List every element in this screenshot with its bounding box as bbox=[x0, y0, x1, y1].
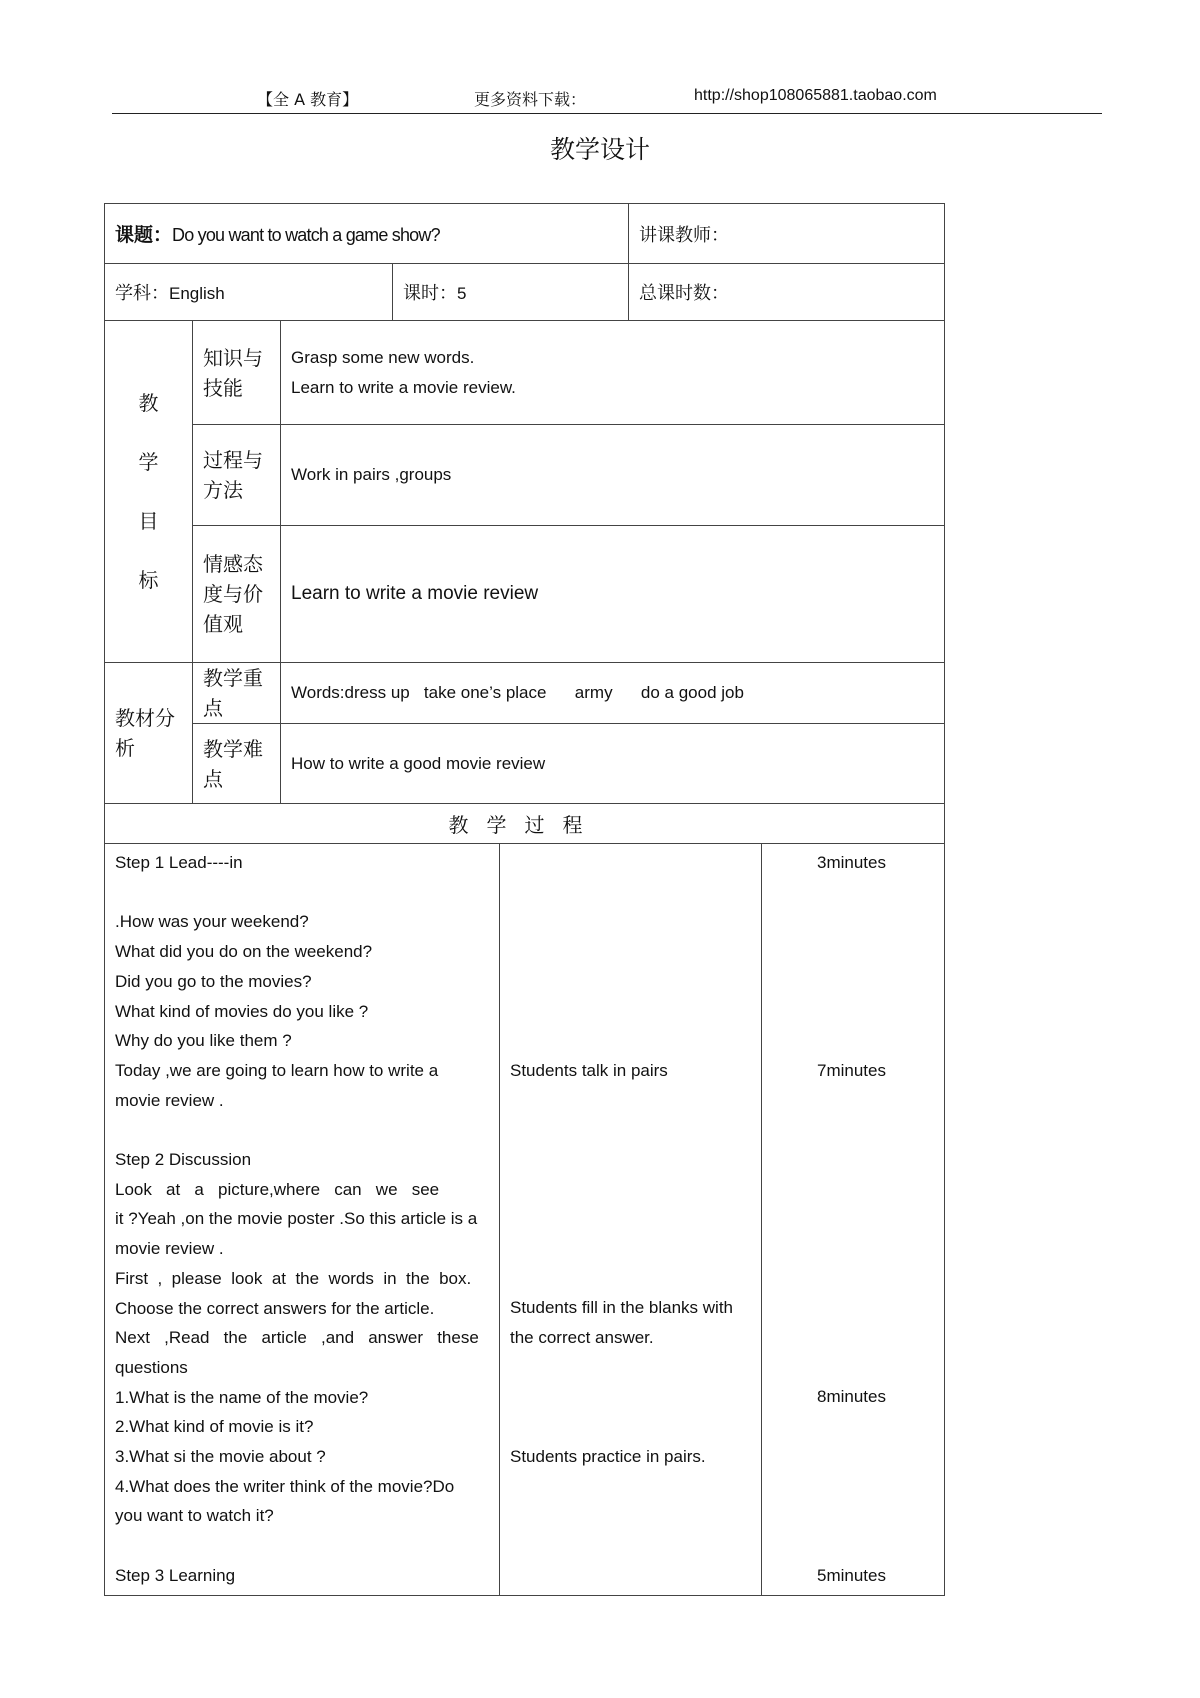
student-line bbox=[510, 1531, 751, 1561]
time-line bbox=[817, 1293, 934, 1323]
teacher-line: What kind of movies do you like ? bbox=[115, 1001, 369, 1021]
student-line bbox=[510, 1561, 751, 1591]
difficult-points-label: 教学难 点 bbox=[193, 724, 281, 804]
student-line bbox=[510, 967, 751, 997]
student-line bbox=[510, 1382, 751, 1412]
teacher-line bbox=[115, 1531, 489, 1561]
student-line: Students talk in pairs bbox=[510, 1060, 668, 1080]
topic-value: Do you want to watch a game show? bbox=[172, 225, 440, 245]
time-line bbox=[817, 1145, 934, 1175]
time-line bbox=[817, 1204, 934, 1234]
student-activities bbox=[500, 844, 762, 1596]
teacher-line: questions bbox=[115, 1357, 188, 1377]
period-label: 课时： bbox=[403, 283, 457, 304]
process-table bbox=[104, 803, 945, 1596]
time-line bbox=[817, 1026, 934, 1056]
analysis-label: 教材分 析 bbox=[105, 663, 193, 804]
teacher-line: Did you go to the movies? bbox=[115, 971, 312, 991]
key-points-label: 教学重 点 bbox=[193, 663, 281, 724]
student-line: Students fill in the blanks with bbox=[510, 1298, 734, 1318]
teacher-line bbox=[115, 1115, 489, 1145]
total-cell bbox=[629, 264, 945, 321]
period-cell bbox=[393, 264, 629, 321]
student-line bbox=[510, 848, 751, 878]
difficult-points-content: How to write a good movie review bbox=[281, 724, 945, 804]
period-value: 5 bbox=[457, 284, 467, 303]
time-line bbox=[817, 1264, 934, 1294]
time-line: 3minutes bbox=[817, 853, 886, 872]
topic-label: 课题： bbox=[115, 224, 173, 246]
knowledge-label: 知识与 技能 bbox=[193, 321, 281, 425]
student-line bbox=[510, 1204, 751, 1234]
objectives-label: 教 学 目 标 bbox=[105, 321, 193, 663]
time-line bbox=[817, 1323, 934, 1353]
time-line bbox=[817, 1115, 934, 1145]
key-points-content: Words:dress up take one’s place army do a good job bbox=[281, 663, 945, 724]
teacher-line: Step 3 Learning bbox=[115, 1565, 236, 1585]
time-line bbox=[817, 878, 934, 908]
total-periods-label: 总课时数： bbox=[639, 283, 729, 304]
teacher-line: .How was your weekend? bbox=[115, 912, 309, 932]
student-line bbox=[510, 1264, 751, 1294]
time-line bbox=[817, 907, 934, 937]
teacher-line: Today ,we are going to learn how to write a bbox=[115, 1060, 439, 1080]
student-line: the correct answer. bbox=[510, 1328, 654, 1348]
time-line bbox=[817, 1175, 934, 1205]
process-method-content: Work in pairs ,groups bbox=[281, 425, 945, 526]
process-header: 教学过程 bbox=[105, 804, 945, 844]
student-line bbox=[510, 1175, 751, 1205]
teacher-line: movie review . bbox=[115, 1239, 224, 1259]
header-download-label: 更多资料下载： bbox=[474, 90, 587, 109]
teacher-line bbox=[115, 878, 489, 908]
student-line bbox=[510, 1026, 751, 1056]
teacher-line: it ?Yeah ,on the movie poster .So this article is a bbox=[115, 1209, 478, 1229]
subject-label: 学科： bbox=[115, 283, 169, 304]
attitude-label: 情感态 度与价 值观 bbox=[193, 526, 281, 663]
teacher-line: 4.What does the writer think of the movie?Do bbox=[115, 1476, 455, 1496]
info-table bbox=[104, 203, 945, 321]
teacher-line: Step 2 Discussion bbox=[115, 1150, 252, 1169]
student-line: Students practice in pairs. bbox=[510, 1446, 706, 1466]
teacher-line: Next ,Read the article ,and answer these bbox=[115, 1328, 479, 1348]
teacher-cell bbox=[629, 204, 945, 264]
student-line bbox=[510, 1086, 751, 1116]
attitude-content: Learn to write a movie review bbox=[281, 526, 945, 663]
time-line bbox=[817, 1086, 934, 1116]
time-line bbox=[817, 1412, 934, 1442]
subject-cell bbox=[105, 264, 393, 321]
subject-value: English bbox=[169, 284, 225, 303]
student-line bbox=[510, 937, 751, 967]
time-line bbox=[817, 967, 934, 997]
teacher-label: 讲课教师： bbox=[639, 224, 729, 246]
time-line bbox=[817, 1531, 934, 1561]
teacher-line: First , please look at the words in the box. bbox=[115, 1268, 472, 1288]
objectives-table bbox=[104, 320, 945, 804]
time-line: 5minutes bbox=[817, 1565, 886, 1585]
teacher-line: Why do you like them ? bbox=[115, 1031, 292, 1051]
process-method-label: 过程与 方法 bbox=[193, 425, 281, 526]
time-line bbox=[817, 1501, 934, 1531]
student-line bbox=[510, 1412, 751, 1442]
knowledge-content: Grasp some new words. Learn to write a movie review. bbox=[281, 321, 945, 425]
time-line bbox=[817, 1353, 934, 1383]
student-line bbox=[510, 1234, 751, 1264]
header-brand: 【全 A 教育】 bbox=[257, 90, 359, 109]
document-title: 教学设计 bbox=[549, 135, 650, 164]
teacher-line: you want to watch it? bbox=[115, 1506, 274, 1526]
time-line bbox=[817, 996, 934, 1026]
student-line bbox=[510, 1115, 751, 1145]
student-line bbox=[510, 878, 751, 908]
time-line bbox=[817, 1442, 934, 1472]
student-line bbox=[510, 1472, 751, 1502]
teacher-line: Choose the correct answers for the article. bbox=[115, 1298, 435, 1318]
time-line bbox=[817, 937, 934, 967]
teacher-line: movie review . bbox=[115, 1090, 224, 1110]
time-line bbox=[817, 1234, 934, 1264]
student-line bbox=[510, 1353, 751, 1383]
teacher-line: 3.What si the movie about ? bbox=[115, 1447, 326, 1467]
header-url-link[interactable]: http://shop108065881.taobao.com bbox=[694, 87, 937, 104]
student-line bbox=[510, 996, 751, 1026]
topic-cell bbox=[105, 204, 629, 264]
teacher-line: 2.What kind of movie is it? bbox=[115, 1417, 314, 1437]
time-allocation bbox=[762, 844, 945, 1596]
time-line bbox=[817, 1471, 934, 1501]
time-line: 8minutes bbox=[817, 1387, 886, 1407]
student-line bbox=[510, 1501, 751, 1531]
student-line bbox=[510, 1145, 751, 1175]
teacher-line: Step 1 Lead----in bbox=[115, 853, 243, 872]
page-header bbox=[112, 85, 1102, 114]
teacher-line: What did you do on the weekend? bbox=[115, 942, 373, 962]
time-line: 7minutes bbox=[817, 1060, 886, 1080]
student-line bbox=[510, 907, 751, 937]
teacher-line: Look at a picture,where can we see bbox=[115, 1179, 440, 1199]
teacher-activities bbox=[105, 844, 500, 1596]
teacher-line: 1.What is the name of the movie? bbox=[115, 1387, 369, 1407]
